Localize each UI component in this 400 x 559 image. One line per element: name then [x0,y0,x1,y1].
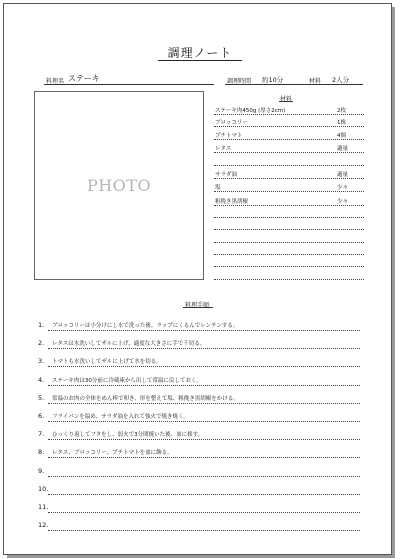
ingredient-amount: 少々 [337,199,349,205]
ingredient-line [214,114,364,115]
ingredient-line [214,254,364,255]
step-row [38,357,360,367]
dish-name-value: ステーキ [68,74,100,83]
dish-name-label: 料理名 [46,78,65,85]
step-line [48,348,360,349]
step-number: 1. [38,321,45,329]
ingredients-heading-underline [279,101,293,102]
dish-name-underline [44,84,214,85]
ingredient-amount: 1株 [337,120,346,126]
ingredient-name: レタス [215,146,232,152]
step-line [48,330,360,331]
step-row [38,412,360,422]
ingredient-line [214,205,364,206]
ingredient-amount: 4個 [337,133,346,139]
servings-label: 材料 [309,78,322,85]
step-row [38,467,360,477]
photo-placeholder-text: PHOTO [86,176,152,195]
step-number: 11. [38,503,49,511]
ingredient-line [214,165,364,166]
step-text: トマトも水洗いしてザルに上げて水を切る。 [52,359,162,365]
step-number: 4. [38,376,45,384]
step-row [38,521,360,531]
meta-underline [225,84,363,85]
step-line [48,530,360,531]
ingredient-name: サラダ油 [215,172,237,178]
step-line [48,494,360,495]
step-line [48,366,360,367]
ingredient-amount: 少々 [337,185,349,191]
ingredient-line [214,126,364,127]
cook-time-value: 約10分 [262,76,284,84]
step-row [38,394,360,404]
step-number: 2. [38,339,45,347]
ingredients-heading: 材料 [280,96,293,103]
ingredient-line [214,279,364,280]
photo-placeholder[interactable] [34,91,204,280]
step-row [38,339,360,349]
step-line [48,439,360,440]
ingredient-name: ブロッコリー [215,120,248,126]
step-row [38,485,360,495]
step-text: ひっくり返してフタをし、弱火で3分間焼いた後、皿に移す。 [52,432,204,438]
step-row [38,321,360,331]
step-text: 常温のお肉の全体をめん棒で叩き、形を整えて塩、粗挽き黒胡椒をかける。 [52,396,239,402]
step-number: 12. [38,521,49,529]
step-text: レタス、ブロッコリー、プチトマトを皿に飾る。 [52,450,173,456]
step-number: 3. [38,357,45,365]
step-number: 7. [38,430,45,438]
ingredient-amount: 2枚 [337,108,346,114]
step-line [48,421,360,422]
ingredient-line [214,152,364,153]
step-line [48,476,360,477]
page-title: 調理ノート [167,46,233,60]
ingredient-name: 塩 [215,185,221,191]
steps-heading-underline [183,307,213,308]
ingredient-name: プチトマト [215,133,243,139]
step-line [48,457,360,458]
step-text: フライパンを温め、サラダ油を入れて強火で焼き焼く。 [52,414,189,420]
ingredient-line [214,266,364,267]
step-row [38,448,360,458]
step-text: ブロッコリーは小分けにし水で洗った後、ラップにくるんでレンチンする。 [52,323,239,329]
ingredient-line [214,191,364,192]
ingredient-line [214,178,364,179]
step-number: 8. [38,448,45,456]
ingredient-amount: 適量 [337,172,349,178]
step-row [38,430,360,440]
step-text: レタスは水洗いしてザルに上げ、適度な大きさに手で千切る。 [52,341,206,347]
step-line [48,403,360,404]
step-number: 10. [38,485,49,493]
step-number: 6. [38,412,45,420]
step-text: ステーキ肉は30分前に冷蔵庫から出して常温に戻しておく。 [52,378,202,384]
step-number: 9. [38,467,45,475]
step-line [48,512,360,513]
steps-heading: 料理手順 [185,302,210,309]
step-row [38,503,360,513]
ingredient-line [214,229,364,230]
title-underline [158,60,242,61]
cook-time-label: 調理時間 [227,78,252,85]
ingredient-line [214,217,364,218]
ingredient-name: ステーキ肉450g (厚さ2cm) [215,108,286,114]
step-row [38,376,360,386]
step-number: 5. [38,394,45,402]
servings-value: 2人分 [332,76,350,84]
step-line [48,385,360,386]
ingredient-line [214,242,364,243]
ingredient-amount: 適量 [337,146,349,152]
ingredient-name: 粗挽き黒胡椒 [215,199,249,205]
ingredient-line [214,139,364,140]
